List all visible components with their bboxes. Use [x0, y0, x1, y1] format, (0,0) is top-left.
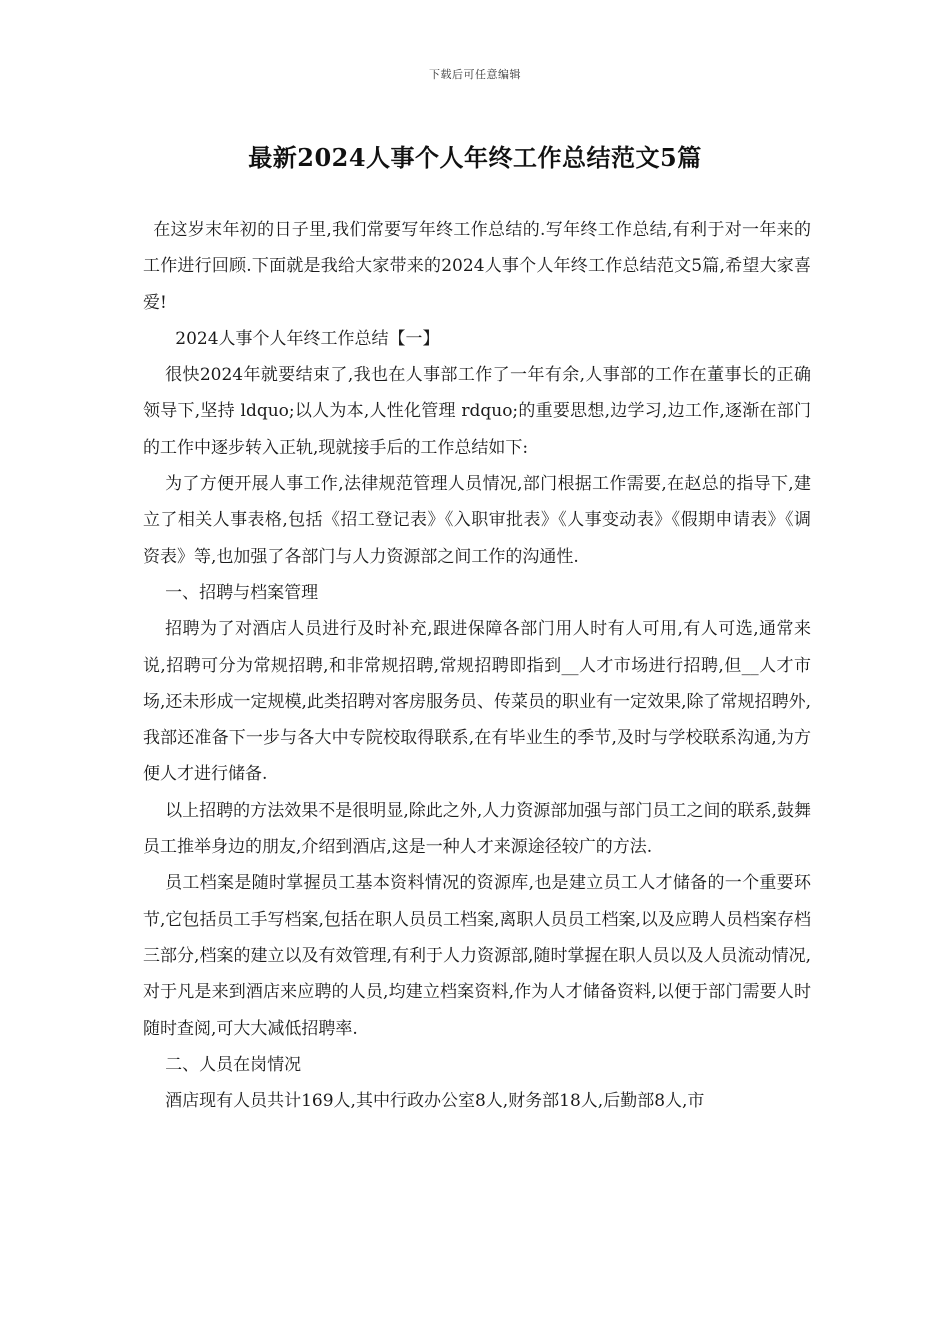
- paragraph: 酒店现有人员共计169人,其中行政办公室8人,财务部18人,后勤部8人,市: [165, 1091, 705, 1112]
- section-subtitle: 2024人事个人年终工作总结【一】: [175, 328, 440, 349]
- paragraph: 以上招聘的方法效果不是很明显,除此之外,人力资源部加强与部门员工之间的联系,鼓舞员工推举身边的朋友,介绍到酒店,这是一种人才来源途径较广的方法.: [143, 800, 811, 858]
- document-body: [143, 212, 811, 1119]
- page-header-note: 下载后可任意编辑: [429, 68, 521, 81]
- paragraph: 招聘为了对酒店人员进行及时补充,跟进保障各部门用人时有人可用,有人可选,通常来说,招聘可分为常规招聘,和非常规招聘,常规招聘即指到__人才市场进行招聘,但__人才市场,还未形成一定规模,此类招聘对客房服务员、传菜员的职业有一定效果,除了常规招聘外,我部还准备下一步与各大中专院校取得联系,在有毕业生的季节,及时与学校联系沟通,为方便人才进行储备.: [143, 619, 811, 785]
- document-title: 最新2024人事个人年终工作总结范文5篇: [248, 143, 702, 172]
- paragraph: 为了方便开展人事工作,法律规范管理人员情况,部门根据工作需要,在赵总的指导下,建立了相关人事表格,包括《招工登记表》《入职审批表》《人事变动表》《假期申请表》《调资表》等,也加强了各部门与人力资源部之间工作的沟通性.: [143, 474, 811, 567]
- section-heading-recruitment: 一、招聘与档案管理: [165, 582, 319, 603]
- paragraph: 很快2024年就要结束了,我也在人事部工作了一年有余,人事部的工作在董事长的正确领导下,坚持 ldquo;以人为本,人性化管理 rdquo;的重要思想,边学习,边工作,逐渐在部门的工作中逐步转入正轨,现就接手后的工作总结如下:: [143, 365, 811, 458]
- paragraph: 员工档案是随时掌握员工基本资料情况的资源库,也是建立员工人才储备的一个重要环节,它包括员工手写档案,包括在职人员员工档案,离职人员员工档案,以及应聘人员档案存档三部分,档案的建立以及有效管理,有利于人力资源部,随时掌握在职人员以及人员流动情况,对于凡是来到酒店来应聘的人员,均建立档案资料,作为人才储备资料,以便于部门需要人时随时查阅,可大大减低招聘率.: [143, 873, 811, 1039]
- paragraph-intro: 在这岁末年初的日子里,我们常要写年终工作总结的.写年终工作总结,有利于对一年来的工作进行回顾.下面就是我给大家带来的2024人事个人年终工作总结范文5篇,希望大家喜爱!: [143, 220, 811, 313]
- section-heading-staffing: 二、人员在岗情况: [165, 1054, 302, 1075]
